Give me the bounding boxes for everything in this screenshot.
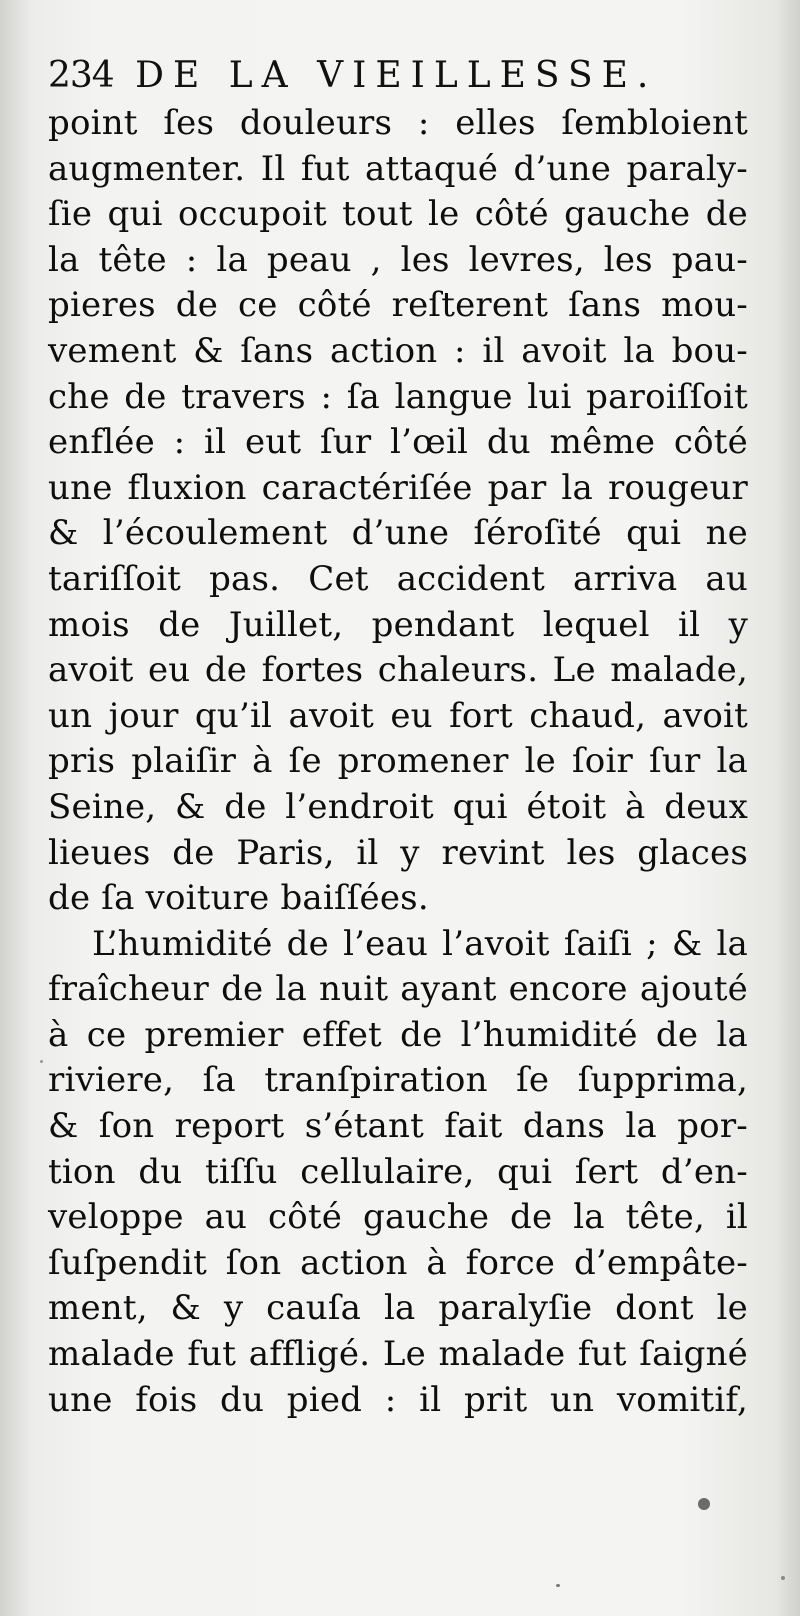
text-line: ſuſpendit ſon action à force d’empâte- — [48, 1242, 748, 1283]
text-line: & ſon report s’étant fait dans la por- — [48, 1106, 748, 1147]
text-line: de ſa voiture baiſſées. — [48, 878, 429, 919]
text-line: une fluxion caractériſée par la rougeur — [48, 467, 748, 508]
body-text — [48, 101, 748, 1423]
text-line: fraîcheur de la nuit ayant encore ajouté — [48, 969, 748, 1010]
text-line: une fois du pied : il prit un vomitif, — [48, 1379, 748, 1420]
text-line: Seine, & de l’endroit qui étoit à deux — [48, 786, 748, 827]
text-line: augmenter. Il fut attaqué d’une paraly- — [48, 148, 748, 189]
text-line: mois de Juillet, pendant lequel il y — [48, 604, 748, 645]
text-line: malade fut affligé. Le malade fut ſaigné — [48, 1334, 748, 1375]
text-line: L’humidité de l’eau l’avoit ſaiſi ; & la — [92, 923, 748, 964]
ink-speck — [698, 1498, 710, 1510]
text-line: à ce premier effet de l’humidité de la — [48, 1014, 748, 1055]
running-head — [48, 52, 748, 100]
text-line: la tête : la peau , les levres, les pau- — [48, 239, 748, 280]
text-line: riviere, ſa tranſpiration ſe ſupprima, — [48, 1060, 748, 1101]
text-line: ſie qui occupoit tout le côté gauche de — [48, 194, 748, 235]
paragraph-1 — [48, 101, 748, 922]
paragraph-2 — [48, 922, 748, 1424]
ink-speck — [40, 1060, 43, 1063]
text-line: ment, & y cauſa la paralyſie dont le — [48, 1288, 748, 1329]
text-line: enflée : il eut ſur l’œil du même côté — [48, 422, 748, 463]
text-line: che de travers : ſa langue lui paroiſſoit — [48, 376, 748, 417]
text-line: tion du tiſſu cellulaire, qui ſert d’en- — [48, 1151, 748, 1192]
text-line: pieres de ce côté reſterent ſans mou- — [48, 285, 748, 326]
text-line: avoit eu de fortes chaleurs. Le malade, — [48, 650, 748, 691]
text-line: & l’écoulement d’une ſéroſité qui ne — [48, 513, 748, 554]
text-line: point ſes douleurs : elles ſembloient — [48, 103, 748, 143]
ink-speck — [556, 1584, 560, 1587]
page-number: 234 — [48, 55, 114, 96]
text-line: tariſſoit pas. Cet accident arriva au — [48, 558, 748, 599]
text-line: vement & ſans action : il avoit la bou- — [48, 330, 748, 371]
running-title: DE LA VIEILLESSE. — [135, 55, 658, 96]
text-line: un jour qu’il avoit eu fort chaud, avoit — [48, 695, 748, 736]
text-line: veloppe au côté gauche de la tête, il — [48, 1197, 748, 1238]
text-line: pris plaiſir à ſe promener le ſoir ſur la — [48, 741, 748, 782]
ink-speck — [781, 1576, 785, 1580]
text-line: lieues de Paris, il y revint les glaces — [48, 832, 748, 873]
